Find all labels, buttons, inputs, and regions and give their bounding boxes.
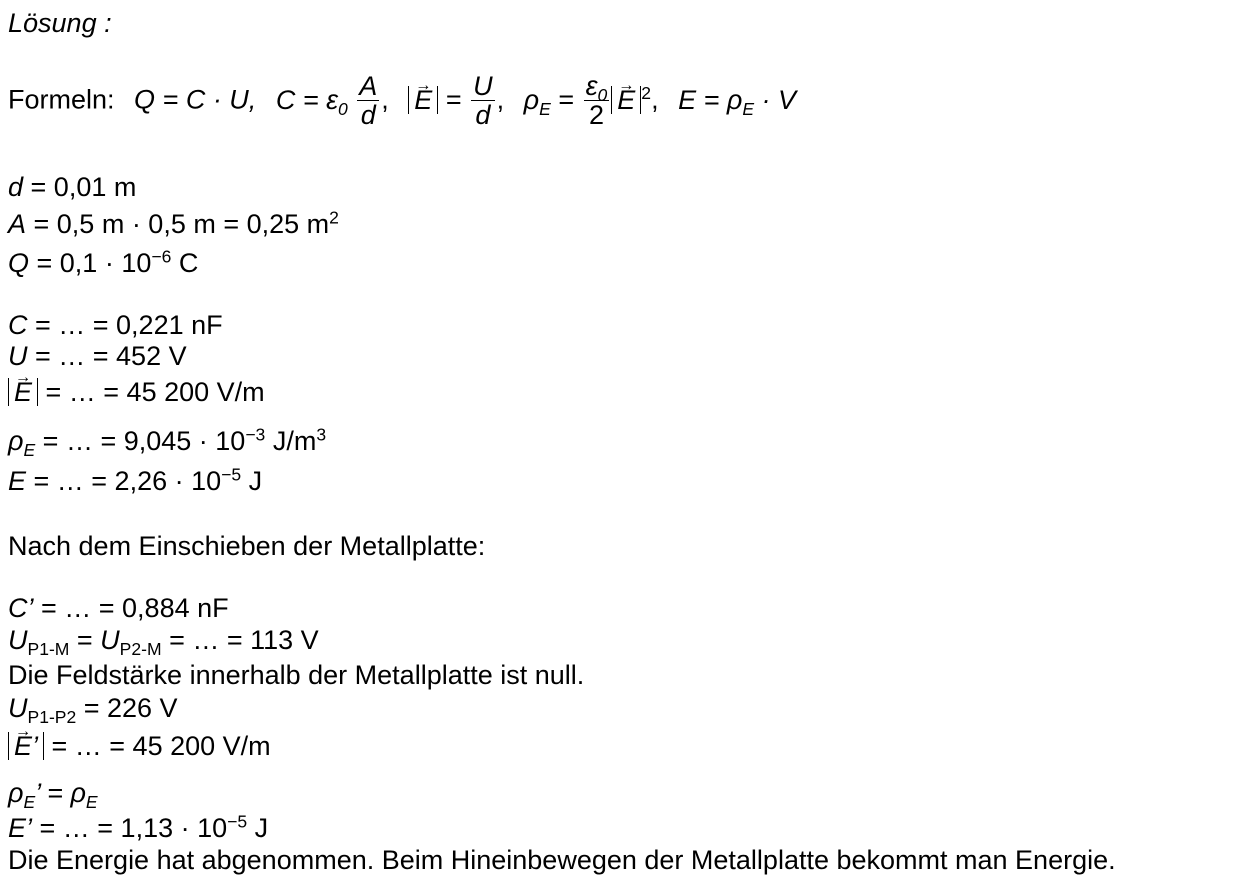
after-total-voltage: $U_{P1-P2} = 226$ V bbox=[8, 693, 178, 728]
after-field-note: Die Feldstärke innerhalb der Metallplatte ist null. bbox=[8, 660, 585, 690]
after-energy-density: $\rho_E$’ = $\rho_E$ bbox=[8, 778, 98, 813]
after-field-strength: → E’ = … = 45 200 V/m bbox=[8, 732, 271, 760]
fraction-u-over-d: $\frac{U}{d}$ bbox=[473, 71, 493, 131]
formulas-line: Formeln: Q = C · U, $C = \varepsilon_0$ $\frac{A}{d}$ , → E = $\frac{U}{d}$ , $\rho_E$ = $\frac{\varepsilon_0}{2}$ → E $^2$, $E = \rho_E \cdot V$ bbox=[8, 72, 796, 131]
formula-energy: $E = \rho_E \cdot V$ bbox=[678, 84, 797, 119]
field-magnitude: → E bbox=[408, 86, 438, 114]
given-distance: d = 0,01 m bbox=[8, 172, 137, 202]
fraction-eps0-over-2: $\frac{\varepsilon_0}{2}$ bbox=[585, 71, 608, 131]
result-capacitance: C = … = 0,221 nF bbox=[8, 310, 223, 340]
after-heading: Nach dem Einschieben der Metallplatte: bbox=[8, 531, 486, 561]
result-field-strength: → E = … = 45 200 V/m bbox=[8, 378, 265, 406]
formulas-label: Formeln: bbox=[8, 84, 115, 115]
after-partial-voltages: $U_{P1-M} = U_{P2-M}$ = … = 113 V bbox=[8, 625, 319, 660]
formula-capacitance: $C = \varepsilon_0$ bbox=[275, 84, 348, 119]
formula-energy-density: $\rho_E$ bbox=[523, 84, 551, 119]
result-energy-density: $\rho_E$ = … = $9,045 \cdot 10^{-3}$ $J/m^3$ bbox=[8, 424, 327, 461]
given-charge: $Q = 0,1 \cdot 10^{-6}$ C bbox=[8, 246, 199, 278]
result-energy: E = … = $2,26 \cdot 10^{-5}$ J bbox=[8, 464, 263, 496]
field-magnitude-squared: → E bbox=[611, 86, 641, 114]
formula-charge: Q = C · U, bbox=[134, 84, 257, 115]
after-energy: E’ = … = $1,13 \cdot 10^{-5}$ J bbox=[8, 811, 269, 843]
given-area: A = 0,5 m · 0,5 m = 0,25 $m^2$ bbox=[8, 207, 339, 239]
result-voltage: U = … = 452 V bbox=[8, 341, 187, 371]
solution-heading: Lösung : bbox=[8, 8, 112, 38]
after-conclusion: Die Energie hat abgenommen. Beim Hineinbewegen der Metallplatte bekommt man Energie. bbox=[8, 845, 1116, 875]
after-capacitance: C’ = … = 0,884 nF bbox=[8, 593, 229, 623]
fraction-a-over-d: $\frac{A}{d}$ bbox=[359, 71, 378, 131]
